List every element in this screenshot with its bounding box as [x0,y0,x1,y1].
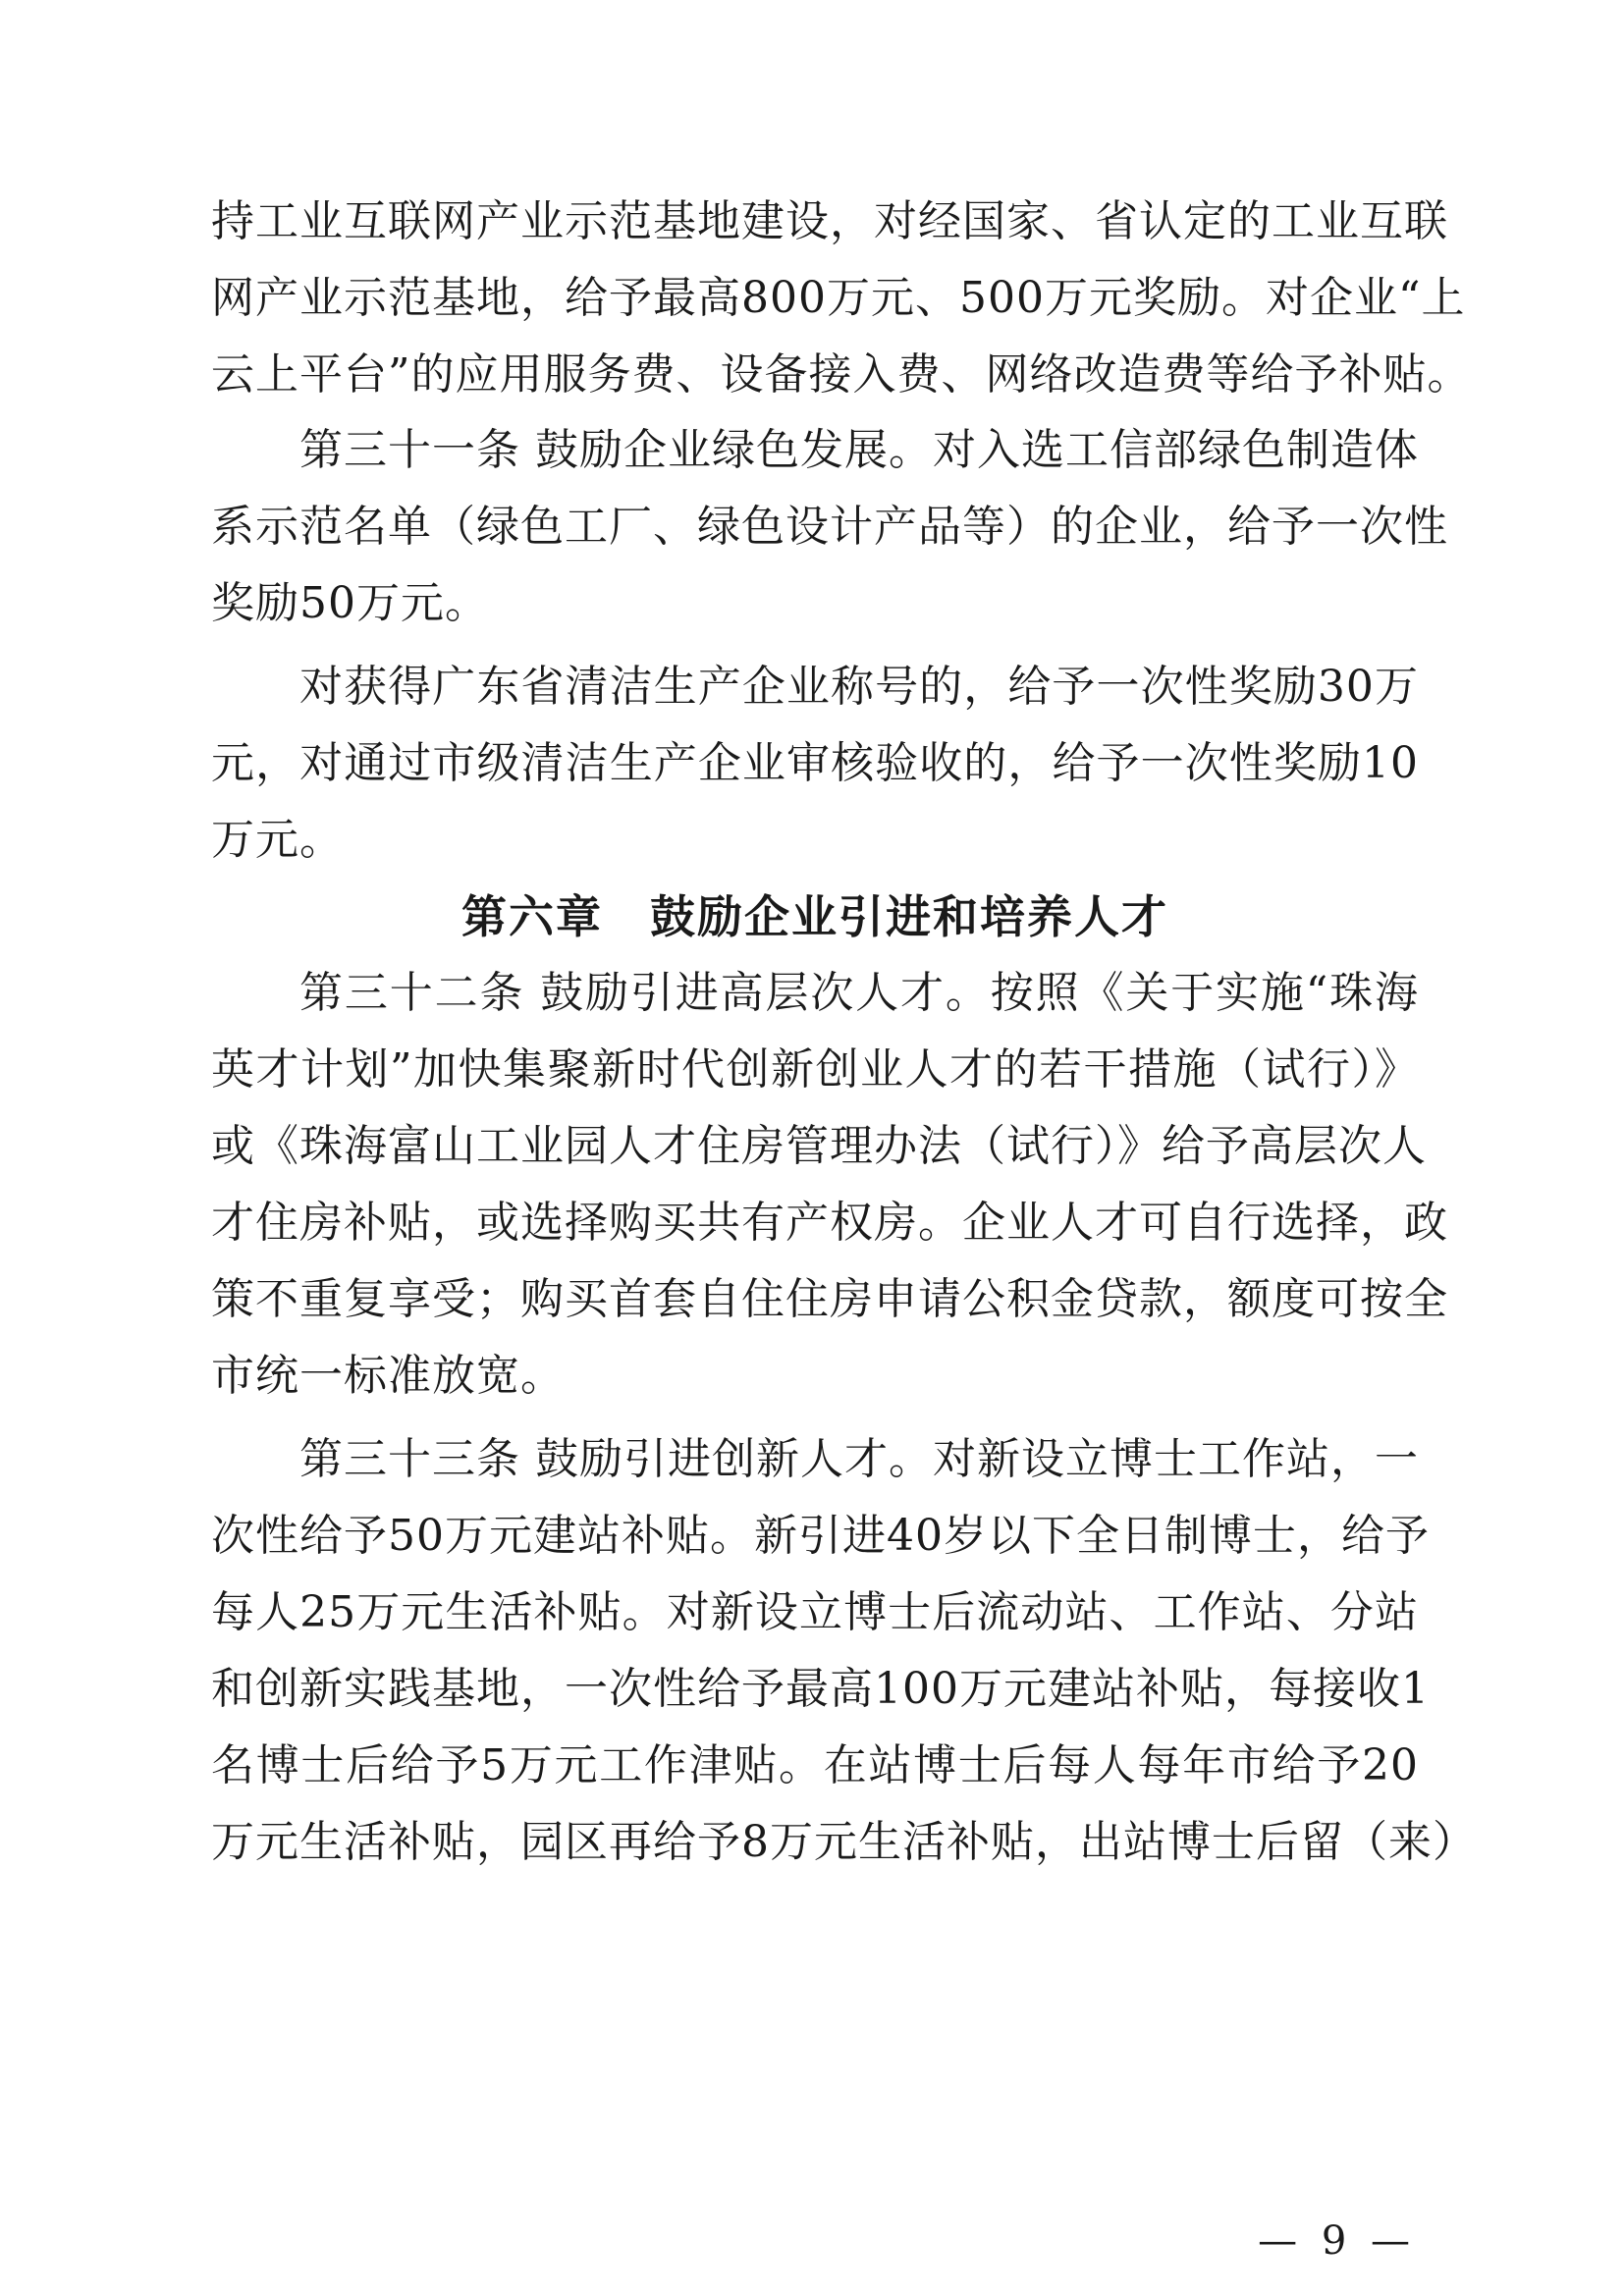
body-line: 名博士后给予5万元工作津贴。在站博士后每人每年市给予20 [211,1740,1419,1790]
body-line: 万元。 [211,815,344,865]
body-line: 每人25万元生活补贴。对新设立博士后流动站、工作站、分站 [211,1587,1419,1637]
body-line: 系示范名单（绿色工厂、绿色设计产品等）的企业，给予一次性 [211,502,1448,552]
page-number: — 9 — [1258,2218,1416,2264]
body-line: 或《珠海富山工业园人才住房管理办法（试行）》给予高层次人 [211,1121,1427,1171]
body-line: 市统一标准放宽。 [211,1351,565,1401]
body-line: 对获得广东省清洁生产企业称号的，给予一次性奖励30万 [299,662,1419,712]
body-line: 云上平台”的应用服务费、设备接入费、网络改造费等给予补贴。 [211,349,1472,400]
body-line: 奖励50万元。 [211,578,489,628]
body-line: 才住房补贴，或选择购买共有产权房。企业人才可自行选择，政 [211,1198,1448,1248]
chapter-heading: 第六章 鼓励企业引进和培养人才 [461,890,1168,943]
body-line: 策不重复享受；购买首套自住住房申请公积金贷款，额度可按全 [211,1274,1448,1324]
article-33-line: 第三十三条 鼓励引进创新人才。对新设立博士工作站，一 [299,1434,1419,1484]
body-line: 次性给予50万元建站补贴。新引进40岁以下全日制博士，给予 [211,1511,1430,1561]
body-line: 持工业互联网产业示范基地建设，对经国家、省认定的工业互联 [211,196,1448,246]
body-line: 万元生活补贴，园区再给予8万元生活补贴，出站博士后留（来） [211,1817,1477,1867]
body-line: 元，对通过市级清洁生产企业审核验收的，给予一次性奖励10 [211,738,1419,788]
article-31-line: 第三十一条 鼓励企业绿色发展。对入选工信部绿色制造体 [299,425,1419,475]
body-line: 网产业示范基地，给予最高800万元、500万元奖励。对企业“上 [211,273,1466,323]
body-line: 和创新实践基地，一次性给予最高100万元建站补贴，每接收1 [211,1664,1430,1714]
article-32-line: 第三十二条 鼓励引进高层次人才。按照《关于实施“珠海 [299,968,1419,1018]
body-line: 英才计划”加快集聚新时代创新创业人才的若干措施（试行）》 [211,1044,1419,1095]
